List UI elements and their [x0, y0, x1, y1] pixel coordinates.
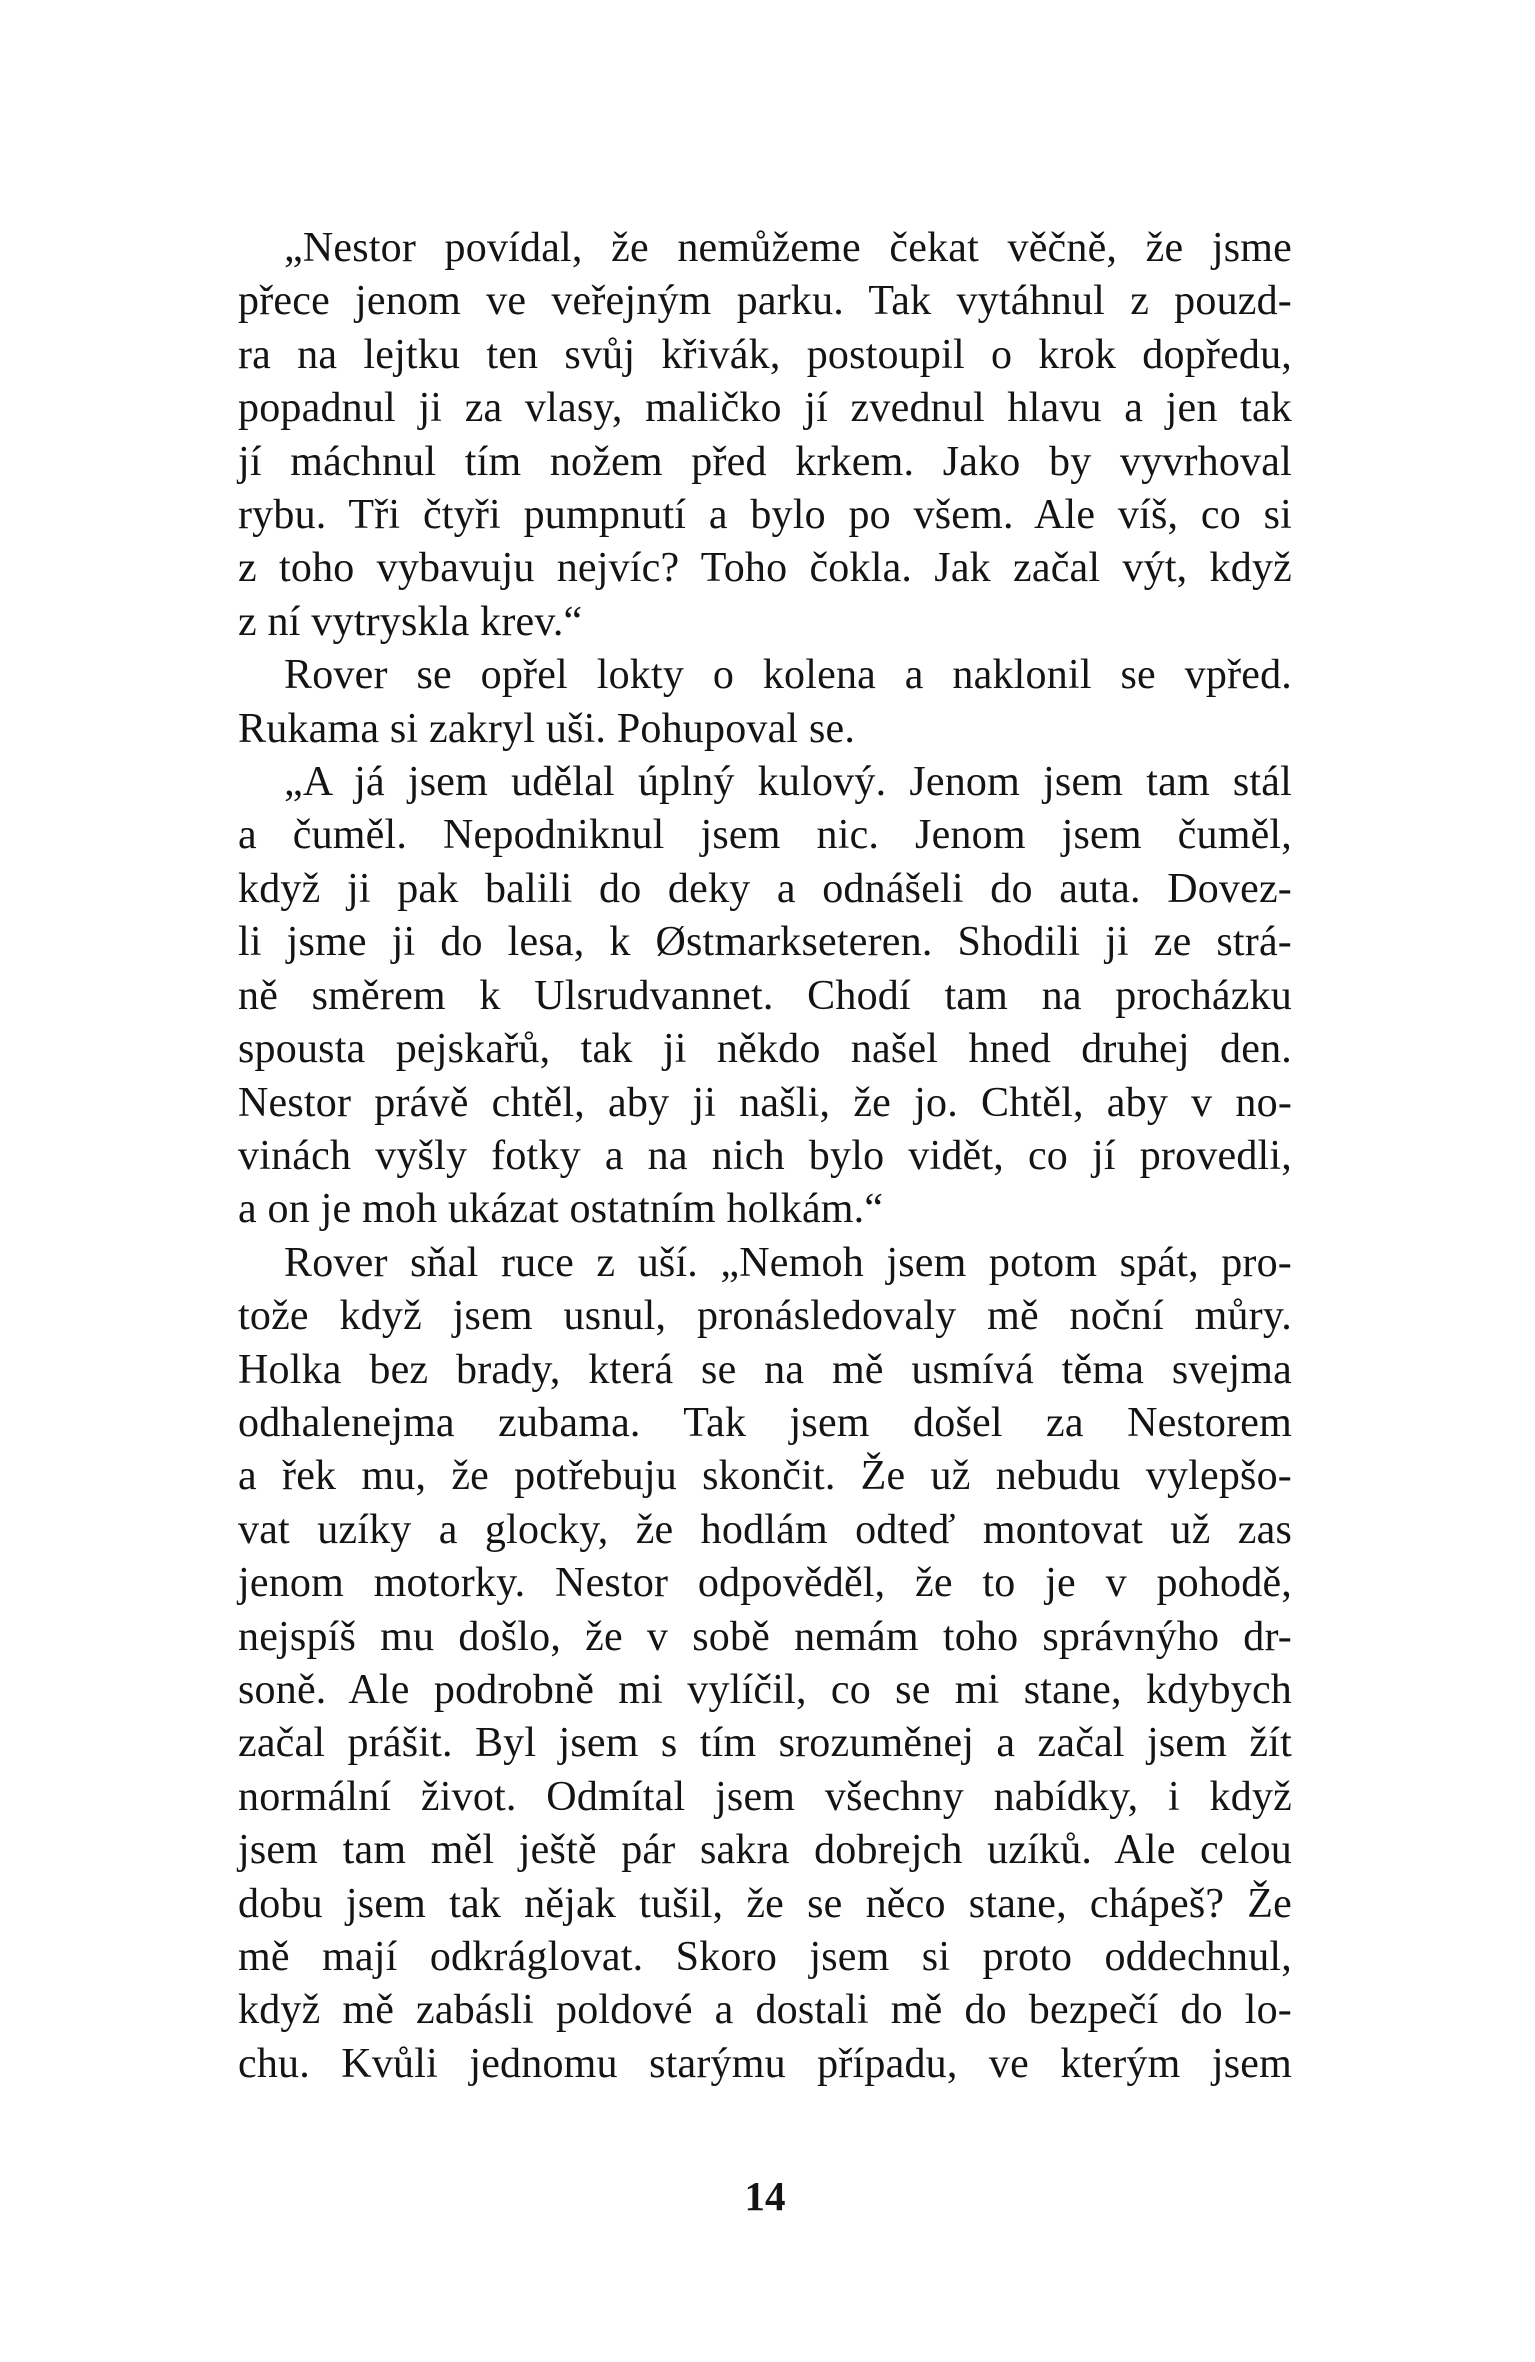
text-line: když ji pak balili do deky a odnášeli do auta. Dovez-	[238, 865, 1292, 912]
text-line: ra na lejtku ten svůj křivák, postoupil o krok dopředu,	[238, 331, 1292, 378]
text-line: odhalenejma zubama. Tak jsem došel za Nestorem	[238, 1399, 1292, 1446]
text-line: chu. Kvůli jednomu starýmu případu, ve kterým jsem	[238, 2040, 1292, 2087]
text-line: „A já jsem udělal úplný kulový. Jenom jsem tam stál	[284, 759, 1292, 806]
text-line: popadnul ji za vlasy, maličko jí zvednul hlavu a jen tak	[238, 385, 1292, 432]
text-line: a on je moh ukázat ostatním holkám.“	[238, 1186, 884, 1233]
text-line: z ní vytryskla krev.“	[238, 598, 583, 645]
text-line: Rover se opřel lokty o kolena a naklonil se vpřed.	[284, 652, 1292, 699]
text-line: Rukama si zakryl uši. Pohupoval se.	[238, 705, 856, 752]
text-line: z toho vybavuju nejvíc? Toho čokla. Jak začal výt, když	[238, 545, 1292, 592]
text-line: soně. Ale podrobně mi vylíčil, co se mi stane, kdybych	[238, 1666, 1292, 1713]
page-number: 14	[744, 2173, 786, 2219]
text-line: vinách vyšly fotky a na nich bylo vidět, co jí provedli,	[238, 1132, 1292, 1179]
text-line: a řek mu, že potřebuju skončit. Že už nebudu vylepšo-	[238, 1453, 1292, 1500]
text-line: Nestor právě chtěl, aby ji našli, že jo. Chtěl, aby v no-	[238, 1079, 1292, 1126]
text-line: jsem tam měl ještě pár sakra dobrejch uzíků. Ale celou	[238, 1827, 1292, 1874]
text-block	[238, 222, 1292, 2091]
text-line: začal prášit. Byl jsem s tím srozuměnej a začal jsem žít	[238, 1720, 1292, 1767]
text-line: spousta pejskařů, tak ji někdo našel hned druhej den.	[238, 1026, 1292, 1073]
text-line: tože když jsem usnul, pronásledovaly mě noční můry.	[238, 1293, 1292, 1340]
text-line: li jsme ji do lesa, k Østmarkseteren. Shodili ji ze strá-	[238, 919, 1292, 966]
text-line: Holka bez brady, která se na mě usmívá těma svejma	[238, 1346, 1292, 1393]
text-line: přece jenom ve veřejným parku. Tak vytáhnul z pouzd-	[238, 278, 1292, 325]
text-line: Rover sňal ruce z uší. „Nemoh jsem potom spát, pro-	[284, 1239, 1292, 1286]
text-line: ně směrem k Ulsrudvannet. Chodí tam na procházku	[238, 972, 1292, 1019]
text-line: když mě zabásli poldové a dostali mě do bezpečí do lo-	[238, 1987, 1292, 2034]
text-line: „Nestor povídal, že nemůžeme čekat věčně, že jsme	[284, 225, 1292, 271]
text-line: normální život. Odmítal jsem všechny nabídky, i když	[238, 1773, 1292, 1820]
text-line: mě mají odkráglovat. Skoro jsem si proto oddechnul,	[238, 1934, 1292, 1980]
text-line: jí máchnul tím nožem před krkem. Jako by vyvrhoval	[238, 438, 1292, 485]
text-line: dobu jsem tak nějak tušil, že se něco stane, chápeš? Že	[238, 1880, 1292, 1927]
text-line: a čuměl. Nepodniknul jsem nic. Jenom jsem čuměl,	[238, 812, 1292, 859]
text-line: vat uzíky a glocky, že hodlám odteď montovat už zas	[238, 1506, 1292, 1553]
text-line: jenom motorky. Nestor odpověděl, že to je v pohodě,	[238, 1560, 1292, 1607]
text-line: nejspíš mu došlo, že v sobě nemám toho správnýho dr-	[238, 1613, 1292, 1660]
text-line: rybu. Tři čtyři pumpnutí a bylo po všem. Ale víš, co si	[238, 492, 1292, 539]
